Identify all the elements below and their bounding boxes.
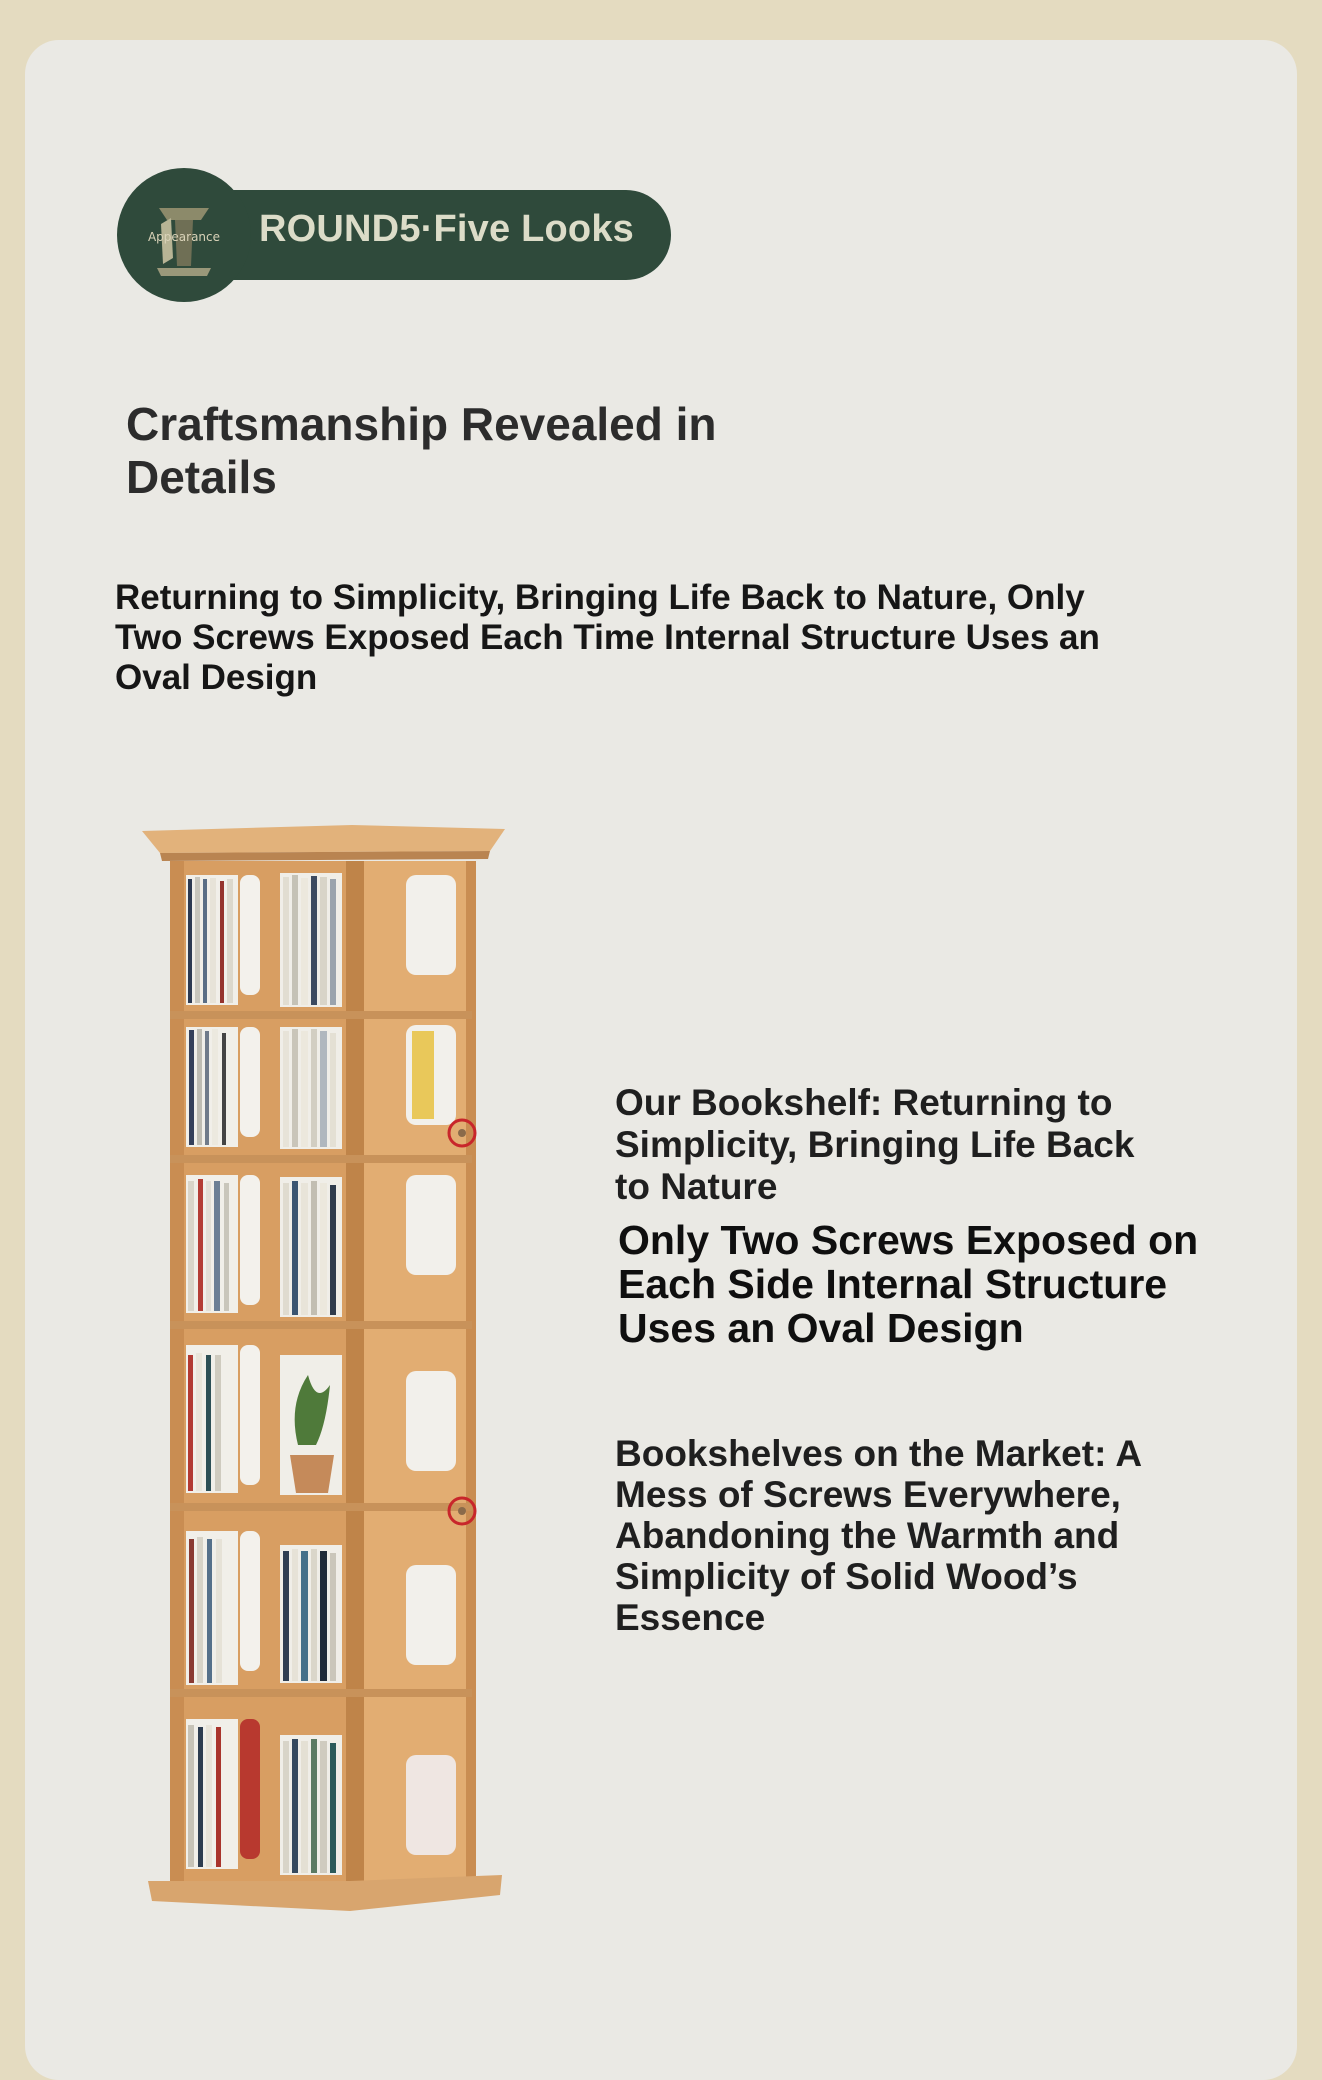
- appearance-icon: [117, 168, 251, 302]
- our-bookshelf-caption: Our Bookshelf: Returning to Simplicity, Bringing Life Back to Nature: [615, 1082, 1135, 1207]
- section-badge: [117, 168, 671, 302]
- screw-highlight-text: Only Two Screws Exposed on Each Side Internal Structure Uses an Oval Design: [618, 1217, 1199, 1351]
- intro-text: Returning to Simplicity, Bringing Life Back to Nature, Only Two Screws Exposed Each Time Internal Structure Uses an Oval Design: [115, 578, 1100, 697]
- badge-title: ROUND5·Five Looks: [259, 208, 635, 250]
- badge-icon-label: Appearance: [147, 230, 221, 244]
- page-title: Craftsmanship Revealed in Details: [126, 398, 717, 503]
- market-bookshelf-caption: Bookshelves on the Market: A Mess of Screws Everywhere, Abandoning the Warmth and Simplicity of Solid Wood’s Essence: [615, 1433, 1141, 1638]
- rotating-bookshelf-image: [130, 815, 530, 1940]
